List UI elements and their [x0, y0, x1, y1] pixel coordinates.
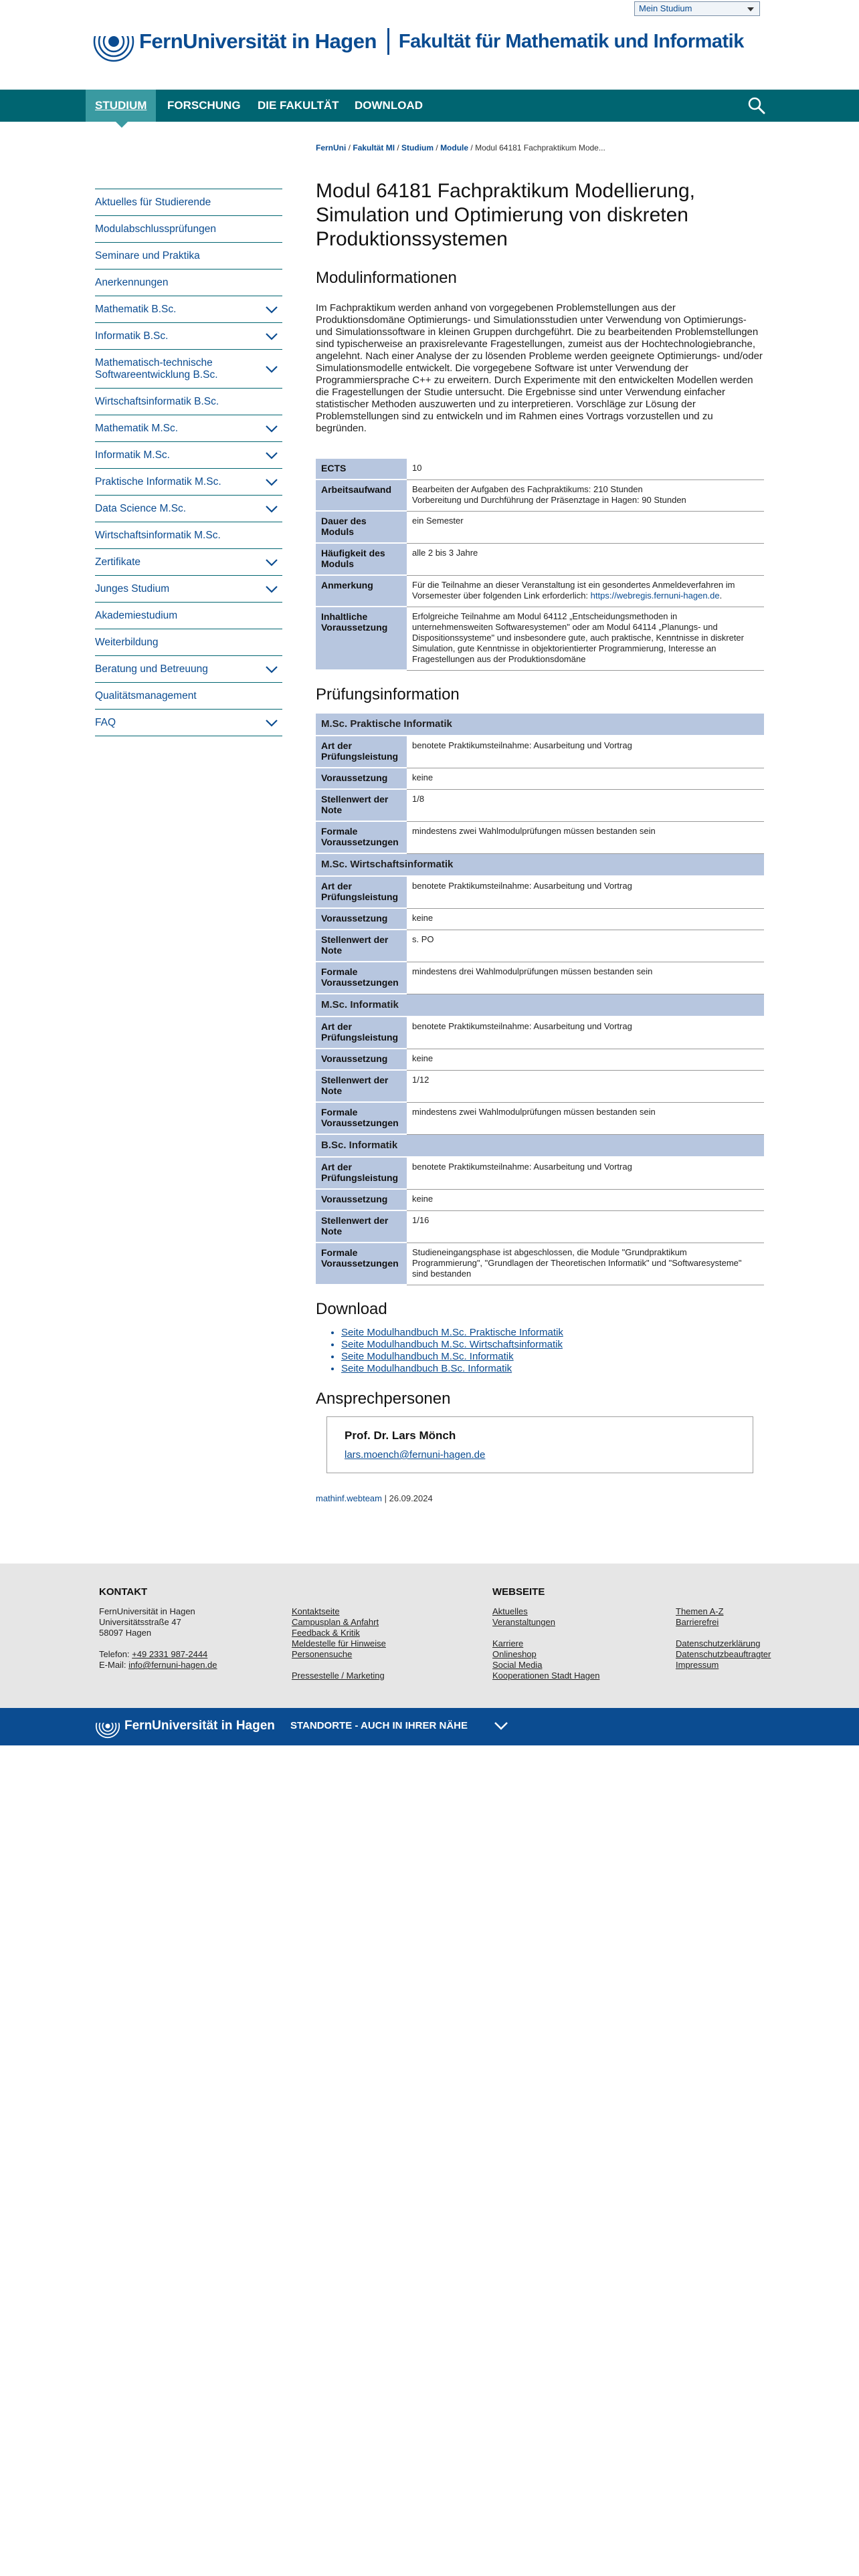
phone-link[interactable]: +49 2331 987-2444 — [132, 1649, 208, 1659]
footer-links-col3 — [492, 1606, 599, 1681]
row-value: 1/16 — [407, 1210, 764, 1243]
modulinfo-heading: Modulinformationen — [316, 269, 457, 287]
last-updated-date: 26.09.2024 — [389, 1493, 433, 1503]
nav-download[interactable]: DOWNLOAD — [355, 99, 423, 112]
sidebar-item[interactable] — [95, 656, 282, 683]
row-value-dauer: ein Semester — [407, 511, 764, 543]
phone-label: Telefon: — [99, 1649, 132, 1659]
row-value: mindestens zwei Wahlmodulprüfungen müssen bestanden sein — [407, 821, 764, 853]
sidebar-item[interactable] — [95, 389, 282, 415]
table-group-row — [316, 1134, 764, 1157]
sidebar-item-label: Aktuelles für Studierende — [95, 196, 211, 208]
row-value: keine — [407, 1049, 764, 1070]
chevron-down-icon[interactable] — [265, 558, 278, 567]
chevron-down-icon[interactable] — [265, 504, 278, 514]
row-label: Art der Prüfungsleistung — [316, 736, 407, 768]
table-row — [316, 768, 764, 789]
sidebar-item-label: Seminare und Praktika — [95, 249, 200, 261]
chevron-down-icon[interactable] — [265, 332, 278, 341]
sidebar-item-label: Anerkennungen — [95, 276, 169, 288]
sidebar-item-label: Mathematisch-technische Softwareentwicklung B.Sc. — [95, 356, 218, 381]
sidebar-item[interactable] — [95, 683, 282, 710]
sidebar-item-label: Zertifikate — [95, 556, 141, 568]
table-row — [316, 543, 764, 575]
row-value: benotete Praktikumsteilnahme: Ausarbeitung und Vortrag — [407, 1016, 764, 1049]
row-value: benotete Praktikumsteilnahme: Ausarbeitung und Vortrag — [407, 1157, 764, 1189]
footer-link[interactable]: Onlineshop — [492, 1649, 537, 1659]
sidebar-item[interactable] — [95, 243, 282, 270]
main-navigation — [0, 90, 859, 122]
list-item — [341, 1351, 764, 1363]
footer-link[interactable]: Aktuelles — [492, 1606, 528, 1616]
row-value-ects: 10 — [407, 459, 764, 479]
chevron-down-icon[interactable] — [265, 424, 278, 433]
site-header — [0, 0, 859, 90]
sidebar-item[interactable] — [95, 350, 282, 389]
row-value: keine — [407, 908, 764, 930]
fernuni-logo-icon — [92, 20, 135, 63]
sidebar-item[interactable] — [95, 629, 282, 656]
table-row — [316, 1189, 764, 1210]
sidebar-item-label: Qualitätsmanagement — [95, 689, 197, 702]
anmerkung-text: Für die Teilnahme an dieser Veranstaltung ist ein gesondertes Anmeldeverfahren im Vorsemester über folgenden Link erforderlich: — [412, 579, 735, 601]
sidebar-item[interactable] — [95, 603, 282, 629]
sidebar-item[interactable] — [95, 710, 282, 736]
sidebar-item[interactable] — [95, 469, 282, 496]
nav-die-fakultaet[interactable]: DIE FAKULTÄT — [258, 99, 339, 112]
mein-studium-select[interactable] — [634, 1, 760, 16]
footer-link[interactable]: Campusplan & Anfahrt — [292, 1617, 379, 1627]
row-value: benotete Praktikumsteilnahme: Ausarbeitung und Vortrag — [407, 876, 764, 908]
footer-link[interactable]: Veranstaltungen — [492, 1617, 555, 1627]
chevron-down-icon[interactable] — [494, 1721, 508, 1731]
search-icon[interactable] — [747, 96, 767, 116]
contact-name: Prof. Dr. Lars Mönch — [345, 1429, 456, 1442]
sidebar-nav — [95, 189, 282, 736]
row-label: Formale Voraussetzungen — [316, 821, 407, 853]
table-row — [316, 1049, 764, 1070]
table-row — [316, 1016, 764, 1049]
footer-links-col4 — [676, 1606, 771, 1671]
faculty-title: Fakultät für Mathematik und Informatik — [398, 30, 744, 52]
row-label-anmerkung: Anmerkung — [316, 575, 407, 607]
sidebar-item-label: Praktische Informatik M.Sc. — [95, 475, 221, 488]
address-line: FernUniversität in Hagen — [99, 1606, 195, 1616]
row-label: Voraussetzung — [316, 1049, 407, 1070]
footer-phone — [99, 1649, 217, 1660]
table-row — [316, 876, 764, 908]
footer-link[interactable]: Impressum — [676, 1660, 719, 1670]
site-footer — [0, 1564, 859, 1708]
sidebar-item[interactable] — [95, 323, 282, 350]
webregis-link[interactable]: https://webregis.fernuni-hagen.de — [590, 590, 720, 601]
breadcrumb-studium[interactable]: Studium — [401, 143, 434, 152]
footer-webseite-heading: WEBSEITE — [492, 1586, 545, 1598]
table-row — [316, 908, 764, 930]
contact-card — [326, 1416, 753, 1473]
breadcrumb-module[interactable]: Module — [440, 143, 469, 152]
download-link[interactable]: Seite Modulhandbuch M.Sc. Praktische Informatik — [341, 1327, 563, 1338]
sidebar-item-label: Mathematik B.Sc. — [95, 303, 177, 315]
table-row — [316, 1157, 764, 1189]
row-label: Art der Prüfungsleistung — [316, 1157, 407, 1189]
sidebar-item-label: Wirtschaftsinformatik M.Sc. — [95, 529, 221, 541]
table-row — [316, 1243, 764, 1285]
email-label: E-Mail: — [99, 1660, 129, 1670]
address-line: Universitätsstraße 47 — [99, 1617, 181, 1627]
email-link[interactable]: info@fernuni-hagen.de — [128, 1660, 217, 1670]
sidebar-item[interactable] — [95, 216, 282, 243]
page-title: Modul 64181 Fachpraktikum Modellierung, Simulation und Optimierung von diskreten Produktionssystemen — [316, 180, 695, 250]
table-row — [316, 607, 764, 670]
program-name: M.Sc. Informatik — [316, 994, 764, 1016]
table-row — [316, 459, 764, 479]
aufwand-line-1: Bearbeiten der Aufgaben des Fachpraktikums: 210 Stunden — [412, 484, 643, 494]
row-label-dauer: Dauer des Moduls — [316, 511, 407, 543]
sidebar-item[interactable] — [95, 442, 282, 469]
logo-text: FernUniversität in Hagen — [139, 29, 377, 53]
row-label-arbeitsaufwand: Arbeitsaufwand — [316, 479, 407, 511]
table-row — [316, 479, 764, 511]
row-value: mindestens drei Wahlmodulprüfungen müssen bestanden sein — [407, 962, 764, 994]
row-label: Voraussetzung — [316, 908, 407, 930]
footer-link[interactable]: Datenschutzerklärung — [676, 1638, 761, 1648]
footer-links-col2 — [292, 1606, 386, 1681]
main-content — [316, 179, 764, 1503]
sidebar-item-label: Beratung und Betreuung — [95, 663, 208, 675]
download-link[interactable]: Seite Modulhandbuch M.Sc. Informatik — [341, 1351, 514, 1362]
footer-email — [99, 1660, 217, 1671]
nav-forschung[interactable]: FORSCHUNG — [167, 99, 241, 112]
table-row — [316, 930, 764, 962]
dropdown-arrow-icon — [747, 7, 754, 11]
list-item — [341, 1363, 764, 1375]
sidebar-item[interactable] — [95, 189, 282, 216]
row-label: Voraussetzung — [316, 768, 407, 789]
chevron-down-icon[interactable] — [265, 305, 278, 314]
row-value: s. PO — [407, 930, 764, 962]
sidebar-item[interactable] — [95, 270, 282, 296]
table-row — [316, 1210, 764, 1243]
sidebar-item-label: Wirtschaftsinformatik B.Sc. — [95, 395, 219, 407]
footer-link[interactable]: Pressestelle / Marketing — [292, 1671, 385, 1681]
table-row — [316, 511, 764, 543]
sidebar-item-label: Informatik M.Sc. — [95, 449, 170, 461]
sidebar-item[interactable] — [95, 496, 282, 522]
row-label: Voraussetzung — [316, 1189, 407, 1210]
footer-link[interactable]: Feedback & Kritik — [292, 1628, 360, 1638]
breadcrumb-fernuni[interactable]: FernUni — [316, 143, 347, 152]
sidebar-item[interactable] — [95, 549, 282, 576]
breadcrumb-current: Modul 64181 Fachpraktikum Mode... — [475, 143, 605, 152]
chevron-down-icon[interactable] — [265, 665, 278, 674]
list-item — [341, 1339, 764, 1351]
row-value-anmerkung: Für die Teilnahme an dieser Veranstaltung ist ein gesondertes Anmeldeverfahren im Vorsemester über folgenden Link erforderlich: https://webregis.fernuni-hagen.de. — [407, 575, 764, 607]
pruefung-table — [316, 714, 764, 1285]
download-link[interactable]: Seite Modulhandbuch B.Sc. Informatik — [341, 1363, 512, 1374]
mein-studium-label: Mein Studium — [639, 3, 692, 13]
footer-link[interactable]: Kontaktseite — [292, 1606, 340, 1616]
aufwand-line-2: Vorbereitung und Durchführung der Präsenztage in Hagen: 90 Stunden — [412, 494, 686, 505]
row-label-haeufigkeit: Häufigkeit des Moduls — [316, 543, 407, 575]
download-heading: Download — [316, 1300, 387, 1318]
table-row — [316, 575, 764, 607]
footer-link[interactable]: Meldestelle für Hinweise — [292, 1638, 386, 1648]
sidebar-item-label: Mathematik M.Sc. — [95, 422, 179, 434]
row-label: Stellenwert der Note — [316, 1070, 407, 1102]
program-name: M.Sc. Wirtschaftsinformatik — [316, 853, 764, 876]
row-value: 1/12 — [407, 1070, 764, 1102]
row-value: Studieneingangsphase ist abgeschlossen, die Module "Grundpraktikum Programmierung", "Grundlagen der Theoretischen Informatik" und "Softwaresysteme" sind bestanden — [407, 1243, 764, 1285]
chevron-down-icon[interactable] — [265, 364, 278, 374]
footer-link[interactable]: Kooperationen Stadt Hagen — [492, 1671, 600, 1681]
chevron-down-icon[interactable] — [265, 718, 278, 728]
table-row — [316, 789, 764, 821]
sidebar-item[interactable] — [95, 296, 282, 323]
row-label-voraussetzung: Inhaltliche Voraussetzung — [316, 607, 407, 670]
sidebar-item-label: Weiterbildung — [95, 636, 159, 648]
footer-link[interactable]: Karriere — [492, 1638, 524, 1648]
row-label: Stellenwert der Note — [316, 930, 407, 962]
program-name: M.Sc. Praktische Informatik — [316, 714, 764, 736]
row-value: keine — [407, 1189, 764, 1210]
nav-active-pointer — [116, 122, 128, 128]
fernuni-logo-icon — [95, 1713, 120, 1739]
row-value: keine — [407, 768, 764, 789]
footer-kontakt-heading: KONTAKT — [99, 1586, 148, 1598]
sidebar-item-label: FAQ — [95, 716, 116, 728]
chevron-down-icon[interactable] — [265, 584, 278, 594]
meta-separator: | — [382, 1493, 389, 1503]
logo-divider — [387, 28, 389, 55]
sidebar-item-label: Junges Studium — [95, 582, 170, 595]
row-value: benotete Praktikumsteilnahme: Ausarbeitung und Vortrag — [407, 736, 764, 768]
row-value-haeufigkeit: alle 2 bis 3 Jahre — [407, 543, 764, 575]
download-link[interactable]: Seite Modulhandbuch M.Sc. Wirtschaftsinformatik — [341, 1339, 563, 1350]
row-label: Formale Voraussetzungen — [316, 962, 407, 994]
table-row — [316, 962, 764, 994]
program-name: B.Sc. Informatik — [316, 1134, 764, 1157]
row-label: Art der Prüfungsleistung — [316, 876, 407, 908]
breadcrumb-fakultaet[interactable]: Fakultät MI — [353, 143, 395, 152]
module-description: Im Fachpraktikum werden anhand von vorgegebenen Problemstellungen aus der Produktionsdomäne Optimierungs- und Simulationsstudien unter Verwendung von Optimierungs- und Simulationssoftware in kleinen Gruppen durchgeführt. Die zu bearbeitenden Problemstellungen sind typischerweise an praxisrelevante Fragestellungen, zumeist aus der Hochtechnologiebranche, angelehnt. Nach einer Analyse der zu lösenden Probleme werden geeignete Optimierungs- und/oder Simulationsmodelle entwickelt. Die vorgegebene Software ist unter Verwendung der Programmiersprache C++ zu erweitern. Durch Experimente mit den entwickelten Modellen werden die Fragestellungen der Studie untersucht. Die Ergebnisse sind unter Verwendung einfacher statistischer Methoden auszuwerten und zu interpretieren. Vorschläge zur Lösung der Problemstellungen sind zu entwickeln und im Rahmen eines Vortrags vorzustellen und zu begründen. — [316, 302, 763, 434]
row-value: 1/8 — [407, 789, 764, 821]
footer-link[interactable]: Barrierefrei — [676, 1617, 719, 1627]
ansprechpersonen-heading: Ansprechpersonen — [316, 1390, 451, 1408]
row-value-voraussetzung: Erfolgreiche Teilnahme am Modul 64112 „Entscheidungsmethoden in unternehmensweiten Softwaresystemen" oder am Modul 64114 „Planungs- und Dispositionssysteme" und insbesondere gute, auch praktische, Kenntnisse in diskreter Simulation, gute Kenntnisse in objektorientierter Programmierung, Interesse an Fragestellungen aus der Produktionsdomäne — [407, 607, 764, 670]
row-value-arbeitsaufwand — [407, 479, 764, 511]
contact-email-link[interactable]: lars.moench@fernuni-hagen.de — [345, 1449, 486, 1461]
footer-address — [99, 1606, 217, 1671]
sidebar-item[interactable] — [95, 576, 282, 603]
footer-link[interactable]: Themen A-Z — [676, 1606, 724, 1616]
footer-link[interactable]: Datenschutzbeauftragter — [676, 1649, 771, 1659]
row-label-ects: ECTS — [316, 459, 407, 479]
table-group-row — [316, 714, 764, 736]
table-row — [316, 1070, 764, 1102]
sidebar-item-label: Modulabschlussprüfungen — [95, 223, 216, 235]
footer-link[interactable]: Social Media — [492, 1660, 543, 1670]
bottom-bar — [0, 1708, 859, 1745]
row-label: Stellenwert der Note — [316, 789, 407, 821]
page-meta — [316, 1493, 764, 1503]
pruefung-heading: Prüfungsinformation — [316, 685, 460, 704]
module-info-table — [316, 459, 764, 671]
sidebar-item-label: Informatik B.Sc. — [95, 330, 169, 342]
download-list — [341, 1327, 764, 1375]
sidebar-item-label: Akademiestudium — [95, 609, 178, 621]
table-row — [316, 736, 764, 768]
table-group-row — [316, 853, 764, 876]
standorte-toggle[interactable]: STANDORTE - AUCH IN IHRER NÄHE — [290, 1720, 468, 1731]
row-label: Stellenwert der Note — [316, 1210, 407, 1243]
table-row — [316, 821, 764, 853]
footer-logo[interactable] — [95, 1713, 275, 1739]
sidebar-item[interactable] — [95, 522, 282, 549]
footer-link[interactable]: Personensuche — [292, 1649, 353, 1659]
chevron-down-icon[interactable] — [265, 451, 278, 460]
sidebar-item-label: Data Science M.Sc. — [95, 502, 187, 514]
sidebar-item[interactable] — [95, 415, 282, 442]
row-label: Art der Prüfungsleistung — [316, 1016, 407, 1049]
footer-logo-text: FernUniversität in Hagen — [124, 1719, 275, 1733]
chevron-down-icon[interactable] — [265, 477, 278, 487]
table-row — [316, 1102, 764, 1134]
list-item — [341, 1327, 764, 1339]
webteam-link[interactable]: mathinf.webteam — [316, 1493, 382, 1503]
row-label: Formale Voraussetzungen — [316, 1243, 407, 1285]
address-line: 58097 Hagen — [99, 1628, 152, 1638]
nav-studium[interactable]: STUDIUM — [86, 90, 156, 122]
fernuni-logo[interactable] — [92, 20, 744, 63]
breadcrumb: FernUni / Fakultät MI / Studium / Module / Modul 64181 Fachpraktikum Mode... — [316, 143, 605, 152]
row-value: mindestens zwei Wahlmodulprüfungen müssen bestanden sein — [407, 1102, 764, 1134]
table-group-row — [316, 994, 764, 1016]
row-label: Formale Voraussetzungen — [316, 1102, 407, 1134]
